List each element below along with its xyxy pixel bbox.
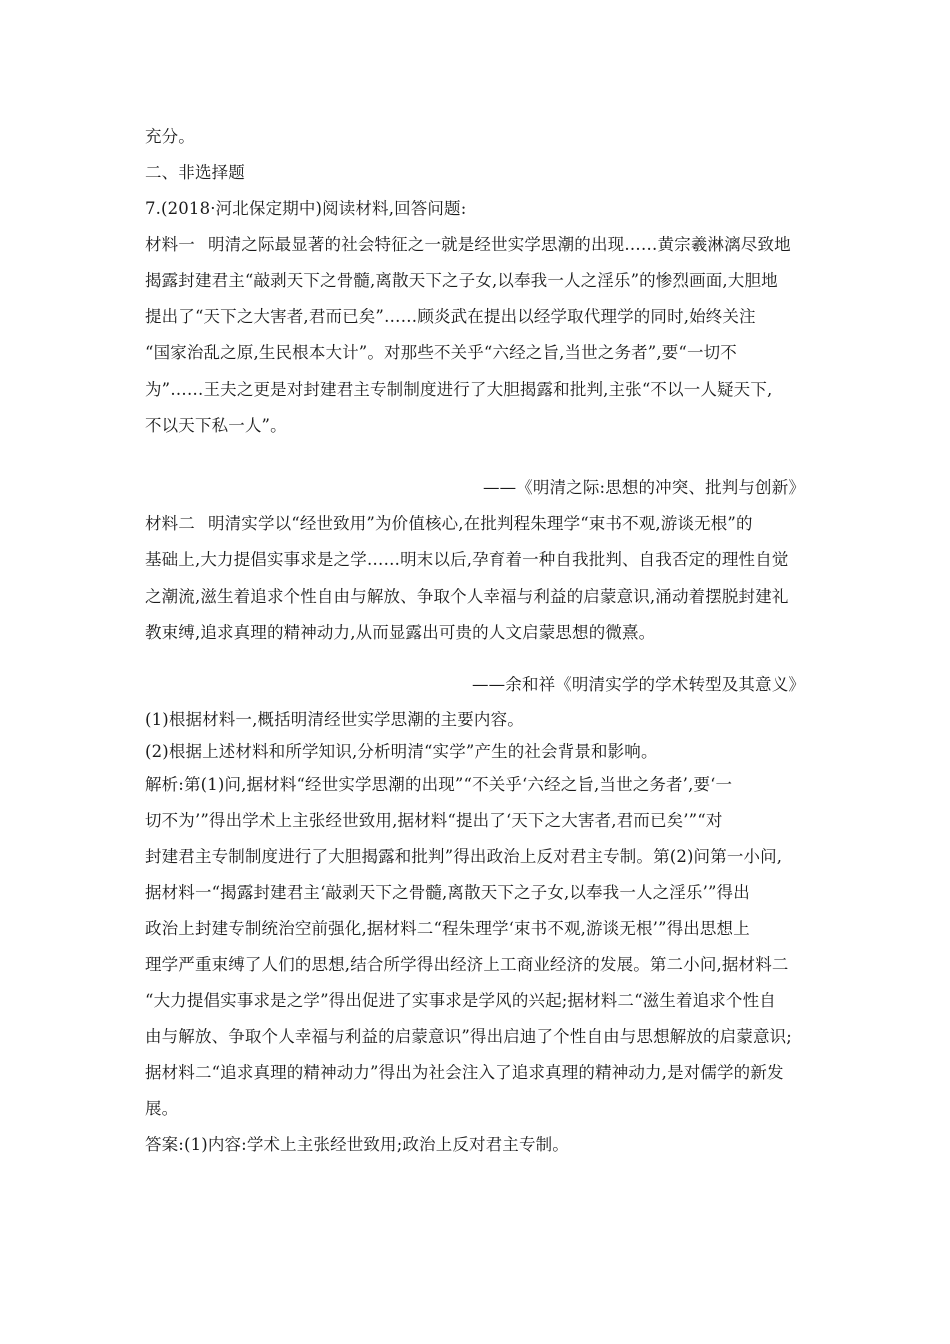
analysis-line: “大力提倡实事求是之学”得出促进了实事求是学风的兴起;据材料二“滋生着追求个性自 — [145, 991, 776, 1010]
analysis-line: 解析:第(1)问,据材料“经世实学思潮的出现”“不关乎‘六经之旨,当世之务者’,要‘一 — [145, 775, 733, 794]
section-heading: 二、非选择题 — [145, 163, 245, 182]
material-one-citation: ——《明清之际:思想的冲突、批判与创新》 — [482, 478, 805, 497]
material-one-line: 为”……王夫之更是对封建君主专制制度进行了大胆揭露和批判,主张“不以一人疑天下, — [145, 380, 773, 399]
analysis-line: 政治上封建专制统治空前强化,据材料二“程朱理学‘束书不观,游谈无根’”得出思想上 — [145, 919, 750, 938]
material-two-line: 之潮流,滋生着追求个性自由与解放、争取个人幸福与利益的启蒙意识,涌动着摆脱封建礼 — [145, 587, 789, 606]
analysis-line: 据材料一“揭露封建君主‘敲剥天下之骨髓,离散天下之子女,以奉我一人之淫乐’”得出 — [145, 883, 750, 902]
material-one-text: 明清之际最显著的社会特征之一就是经世实学思潮的出现……黄宗羲淋漓尽致地 — [208, 235, 791, 254]
question-title: 7.(2018·河北保定期中)阅读材料,回答问题: — [145, 199, 467, 218]
material-two-citation: ——余和祥《明清实学的学术转型及其意义》 — [472, 675, 805, 694]
sub-question-2: (2)根据上述材料和所学知识,分析明清“实学”产生的社会背景和影响。 — [145, 742, 658, 761]
material-two-text: 明清实学以“经世致用”为价值核心,在批判程朱理学“束书不观,游谈无根”的 — [208, 514, 753, 533]
material-one-line: 不以天下私一人”。 — [145, 416, 287, 435]
answer-line: 答案:(1)内容:学术上主张经世致用;政治上反对君主专制。 — [145, 1135, 569, 1154]
material-one-line: 揭露封建君主“敲剥天下之骨髓,离散天下之子女,以奉我一人之淫乐”的惨烈画面,大胆地 — [145, 271, 778, 290]
material-one-line — [145, 234, 813, 256]
material-two-label: 材料二 — [145, 514, 195, 533]
analysis-line: 理学严重束缚了人们的思想,结合所学得出经济上工商业经济的发展。第二小问,据材料二 — [145, 955, 789, 974]
analysis-line: 切不为’”得出学术上主张经世致用,据材料“提出了‘天下之大害者,君而已矣’”“对 — [145, 811, 723, 830]
material-one-line: “国家治乱之原,生民根本大计”。对那些不关乎“六经之旨,当世之务者”,要“一切不 — [145, 343, 737, 362]
material-two-line: 教束缚,追求真理的精神动力,从而显露出可贵的人文启蒙思想的微熹。 — [145, 623, 656, 642]
material-two-line — [145, 513, 813, 535]
sub-question-1: (1)根据材料一,概括明清经世实学思潮的主要内容。 — [145, 710, 524, 729]
material-one-label: 材料一 — [145, 235, 195, 254]
text-line: 充分。 — [145, 127, 195, 146]
analysis-line: 据材料二“追求真理的精神动力”得出为社会注入了追求真理的精神动力,是对儒学的新发 — [145, 1063, 784, 1082]
analysis-line: 封建君主专制制度进行了大胆揭露和批判”得出政治上反对君主专制。第(2)问第一小问, — [145, 847, 783, 866]
analysis-line: 展。 — [145, 1099, 179, 1118]
material-two-line: 基础上,大力提倡实事求是之学……明末以后,孕育着一种自我批判、自我否定的理性自觉 — [145, 550, 789, 569]
material-one-line: 提出了“天下之大害者,君而已矣”……顾炎武在提出以经学取代理学的同时,始终关注 — [145, 307, 756, 326]
analysis-line: 由与解放、争取个人幸福与利益的启蒙意识”得出启迪了个性自由与思想解放的启蒙意识; — [145, 1027, 792, 1046]
